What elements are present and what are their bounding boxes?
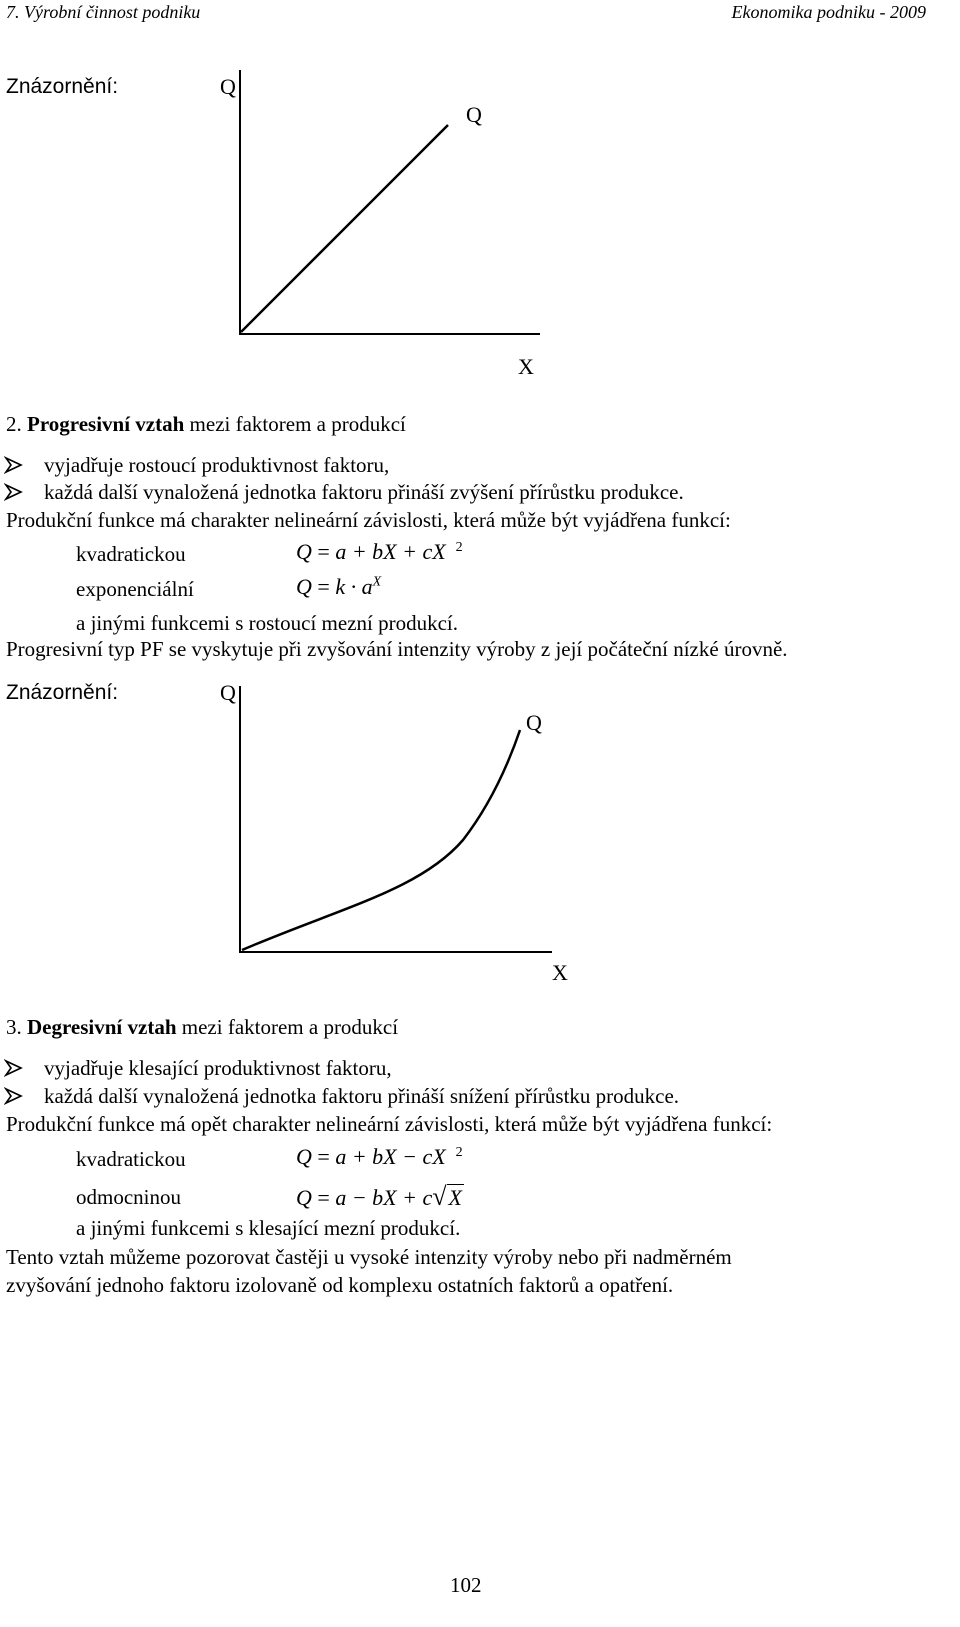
section3-bullet-2 xyxy=(4,1084,679,1109)
section2-func2-label: exponenciální xyxy=(76,577,194,601)
figure2-y-label: Q xyxy=(220,680,236,705)
section3-intro: Produkční funkce má opět charakter nelineární závislosti, která může být vyjádřena funkcí: xyxy=(6,1112,773,1136)
section3-title-bold: Degresivní vztah xyxy=(27,1015,177,1039)
page-number: 102 xyxy=(450,1573,482,1597)
section3-func1-label: kvadratickou xyxy=(76,1147,186,1171)
section2-heading xyxy=(6,412,406,437)
section3-conclusion-line1: Tento vztah můžeme pozorovat častěji u vysoké intenzity výroby nebo při nadměrném xyxy=(6,1245,732,1269)
section2-title-bold: Progresivní vztah xyxy=(27,412,185,436)
figure2-caption: Znázornění: xyxy=(6,681,119,704)
arrowhead-bullet-icon xyxy=(4,482,24,502)
section3-other: a jinými funkcemi s klesající mezní produkcí. xyxy=(76,1216,461,1240)
section2-bullet-2 xyxy=(4,480,684,505)
figure1-caption: Znázornění: xyxy=(6,75,119,98)
section3-func2-label: odmocninou xyxy=(76,1185,181,1209)
section2-other: a jinými funkcemi s rostoucí mezní produkcí. xyxy=(76,611,458,635)
square-root-icon: √ xyxy=(432,1182,447,1211)
figure1-curve xyxy=(241,125,448,332)
figure1-y-label: Q xyxy=(220,74,236,99)
section2-bullet-1-text: vyjadřuje rostoucí produktivnost faktoru, xyxy=(44,453,390,477)
figure2-curve xyxy=(242,730,520,950)
section2-note: Progresivní typ PF se vyskytuje při zvyšování intenzity výroby z její počáteční nízké úrovně. xyxy=(6,637,788,661)
section3-func1-formula: Q = a + bX − cX $^2$ xyxy=(296,1144,463,1169)
section3-bullet-1-text: vyjadřuje klesající produktivnost faktoru, xyxy=(44,1056,392,1080)
section3-bullet-2-text: každá další vynaložená jednotka faktoru přináší snížení přírůstku produkce. xyxy=(44,1084,680,1108)
section3-title-rest: mezi faktorem a produkcí xyxy=(176,1015,399,1039)
figure2-x-label: X xyxy=(552,960,568,985)
section2-func2-formula: $Q = k \cdot a^X$ xyxy=(296,574,382,599)
section3-heading xyxy=(6,1015,398,1040)
section2-intro: Produkční funkce má charakter nelineární závislosti, která může být vyjádřena funkcí: xyxy=(6,508,731,532)
figure2-chart xyxy=(0,670,960,990)
figure1-curve-label: Q xyxy=(466,102,482,127)
header-chapter: 7. Výrobní činnost podniku xyxy=(6,2,201,22)
header-book: Ekonomika podniku - 2009 xyxy=(731,2,926,22)
section2-title-rest: mezi faktorem a produkcí xyxy=(184,412,406,436)
figure1-x-label: X xyxy=(518,354,534,379)
section2-number: 2. xyxy=(6,412,22,436)
section2-bullet-2-text: každá další vynaložená jednotka faktoru přináší zvýšení přírůstku produkce. xyxy=(44,480,684,504)
section3-conclusion-line2: zvyšování jednoho faktoru izolovaně od komplexu ostatních faktorů a opatření. xyxy=(6,1273,674,1297)
figure1-chart xyxy=(0,60,960,450)
section2-func1-label: kvadratickou xyxy=(76,542,186,566)
figure2-curve-label: Q xyxy=(526,710,542,735)
arrowhead-bullet-icon xyxy=(4,1058,24,1078)
section2-func1-formula: Q = a + bX + cX $^2$ xyxy=(296,539,463,564)
section3-bullet-1 xyxy=(4,1056,392,1081)
section3-number: 3. xyxy=(6,1015,22,1039)
section3-func2-formula: Q = a − bX + c√X xyxy=(296,1182,462,1211)
arrowhead-bullet-icon xyxy=(4,1086,24,1106)
arrowhead-bullet-icon xyxy=(4,455,24,475)
section2-bullet-1 xyxy=(4,453,389,478)
